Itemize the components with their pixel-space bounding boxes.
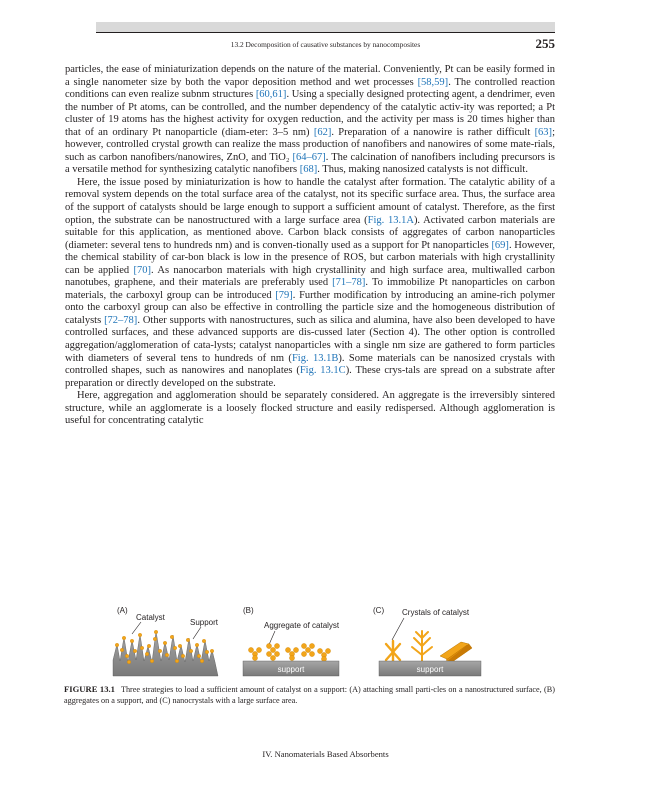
panel-c — [373, 606, 481, 676]
nanostructured-support — [113, 631, 218, 676]
text-run: . However, the chemical stability of car-bon black is low in the presence of ROS, but carbon materials with high crystallinity can be applied — [65, 239, 555, 276]
paragraph — [65, 64, 555, 177]
header-band — [96, 22, 555, 32]
panel-a-letter: (A) — [117, 606, 128, 615]
text-run: . Further modification by introducing an amine-rich polymer onto the carboxyl group can also be effective in controlling the particle size and the homogeneous distribution of catalysts — [65, 289, 555, 326]
figure-link[interactable]: Fig. 13.1B — [291, 352, 339, 364]
figure-13-1 — [105, 604, 505, 680]
support-text-c: support — [416, 665, 444, 674]
citation-link[interactable]: [71–78] — [332, 277, 366, 289]
text-run: ). Some materials can be nanosized crystals with controlled shapes, such as nanowires and nanoplates ( — [65, 352, 556, 377]
text-run: . Thus, making nanosized catalysts is not difficult. — [317, 164, 528, 176]
page-footer: IV. Nanomaterials Based Absorbents — [262, 749, 389, 759]
figure-label: FIGURE 13.1 — [64, 684, 115, 694]
text-run: ). Activated carbon materials are suitable for this application, as mentioned above. Carbon black consists of aggregates of carbon nanoparticles (diameter: several tens to hundreds nm) and is conven-tionally used as a support for Pt nanoparticles — [65, 214, 555, 251]
text-run: ; however, controlled crystal growth can realize the mass production of nanofibers and nanowires of some mate-rials, such as carbon nanofibers/nanowires, ZnO, and TiO₂ — [65, 126, 555, 163]
citation-link[interactable]: [69] — [491, 239, 509, 251]
text-run: ). These crys-tals are spread on a substrate after preparation or directly developed on the substrate. — [65, 365, 555, 389]
catalyst-pointer — [132, 622, 141, 634]
catalyst-aggregates — [248, 643, 330, 661]
nanowire-crystals — [386, 641, 400, 661]
citation-link[interactable]: [70] — [133, 264, 151, 276]
paragraph — [65, 177, 555, 390]
paragraph — [65, 390, 555, 428]
citation-link[interactable]: [63] — [534, 126, 553, 138]
text-run: . Preparation of a nanowire is rather difficult — [331, 126, 535, 138]
caption-text: Three strategies to load a sufficient amount of catalyst on a support: (A) attaching small parti-cles on a nanostructured surface, (B) aggregates on a support, and (C) nanocrystals with a large surface area. — [64, 685, 555, 706]
text-run: Here, the issue posed by miniaturization is how to handle the catalyst after formation. The catalytic ability of a removal system depends on the total surface area of the catalyst, not its specific surface area. Thus, the surface area of the support of catalysts should be large enough to support a sufficient amount of catalyst. Therefore, as the first option, the substrate can be nanostructured with a large surface area ( — [65, 176, 555, 226]
text-run: . Other supports with nanostructures, such as silica and alumina, have also been developed to have controlled surfaces, and these advanced supports are dis-cussed later (Section 4). The other option is controlled aggregation/agglomeration of cata-lysts; catalyst nanoparticles with a single nm size are gathered to form particles with diameters of several tens to hundreds of nm ( — [65, 314, 555, 364]
crystals-pointer — [392, 618, 404, 640]
text-run: Here, aggregation and agglomeration should be separately considered. An aggregate is the irreversibly sintered structure, while an agglomerate is a loosely flocked structure and easily redispersed. Although agglomeration is useful for concentrating catalytic — [65, 390, 555, 427]
text-run: . Using a specially designed protecting agent, a dendrimer, even the number of Pt atoms, can be controlled, and the number dependency of the catalytic activ-ity was reported; a Pt cluster of 19 atoms has the highest activity for oxygen reduction, and the activity per mass is 20 times higher than that of an ordinary Pt nanoparticle (diam-eter: 3–5 nm) — [65, 89, 556, 138]
text-run: . The calcination of nanofibers including precursors is a versatile method for synthesizing catalytic nanofibers — [65, 151, 555, 176]
citation-link[interactable]: [58,59] — [417, 76, 449, 88]
nanoplate-crystals — [440, 642, 472, 662]
text-run: . As nanocarbon materials with high crystallinity and high surface area, multiwalled carbon nanotubes, graphene, and their materials are preferably used — [65, 264, 555, 289]
support-pointer — [193, 627, 201, 639]
panel-c-letter: (C) — [373, 606, 385, 615]
panel-a — [113, 606, 219, 676]
citation-link[interactable]: [62] — [313, 126, 332, 138]
catalyst-label: Catalyst — [136, 613, 165, 622]
aggregate-label: Aggregate of catalyst — [264, 621, 340, 630]
figure-caption — [64, 684, 555, 707]
running-title: 13.2 Decomposition of causative substances by nanocomposites — [230, 40, 421, 49]
citation-link[interactable]: [64–67] — [292, 151, 326, 163]
text-run: . The controlled reaction conditions can even realize subnm structures — [65, 76, 555, 101]
support-text-b: support — [277, 665, 305, 674]
page-number: 255 — [535, 36, 555, 51]
support-label: Support — [190, 618, 219, 627]
crystals-label: Crystals of catalyst — [402, 608, 470, 617]
text-run: particles, the ease of miniaturization depends on the nature of the material. Conveniently, Pt can be easily formed in a single nanometer size by both the vapor deposition method and wet processes — [65, 64, 555, 88]
figure-link[interactable]: Fig. 13.1C — [299, 365, 346, 377]
panel-b — [243, 606, 340, 676]
citation-link[interactable]: [60,61] — [255, 89, 287, 101]
citation-link[interactable]: [68] — [299, 164, 318, 176]
figure-link[interactable]: Fig. 13.1A — [367, 214, 414, 226]
panel-b-letter: (B) — [243, 606, 254, 615]
citation-link[interactable]: [72–78] — [104, 314, 138, 326]
branched-crystal — [412, 631, 432, 661]
body-text — [65, 64, 555, 428]
header-rule — [96, 32, 555, 33]
text-run: . To immobilize Pt nanoparticles on carbon materials, the carboxyl group can be introduced — [65, 277, 555, 301]
citation-link[interactable]: [79] — [275, 289, 293, 301]
